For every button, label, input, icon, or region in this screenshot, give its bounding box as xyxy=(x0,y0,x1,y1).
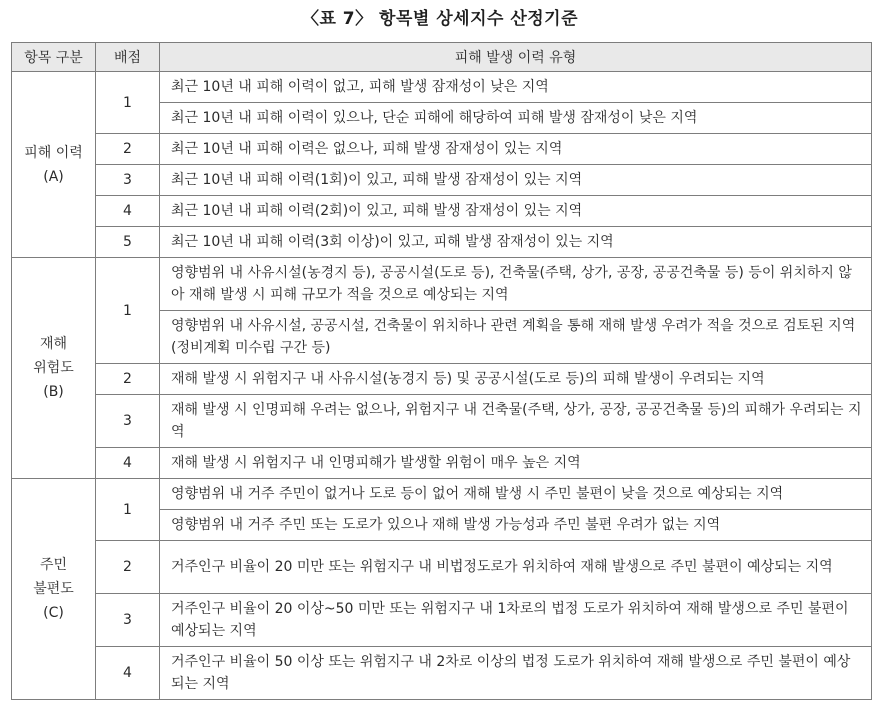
score-cell: 4 xyxy=(96,448,160,479)
score-cell: 1 xyxy=(96,479,160,541)
score-cell: 3 xyxy=(96,165,160,196)
score-cell: 3 xyxy=(96,395,160,448)
description-cell: 거주인구 비율이 20 미만 또는 위험지구 내 비법정도로가 위치하여 재해 발생으로 주민 불편이 예상되는 지역 xyxy=(160,541,872,594)
description-cell: 최근 10년 내 피해 이력이 있으나, 단순 피해에 해당하여 피해 발생 잠재성이 낮은 지역 xyxy=(160,103,872,134)
score-cell: 5 xyxy=(96,227,160,258)
category-damage-history xyxy=(12,72,96,258)
category-code: (B) xyxy=(43,384,64,400)
table-row xyxy=(12,134,872,165)
category-code: (C) xyxy=(43,605,64,621)
category-resident-inconvenience xyxy=(12,479,96,700)
score-cell: 4 xyxy=(96,196,160,227)
header-category: 항목 구분 xyxy=(12,43,96,72)
table-row xyxy=(12,72,872,103)
score-cell: 2 xyxy=(96,364,160,395)
table-row xyxy=(12,479,872,510)
description-cell: 최근 10년 내 피해 이력(3회 이상)이 있고, 피해 발생 잠재성이 있는 지역 xyxy=(160,227,872,258)
score-cell: 1 xyxy=(96,72,160,134)
table-row xyxy=(12,541,872,594)
description-cell: 영향범위 내 거주 주민이 없거나 도로 등이 없어 재해 발생 시 주민 불편이 낮을 것으로 예상되는 지역 xyxy=(160,479,872,510)
description-cell: 최근 10년 내 피해 이력(1회)이 있고, 피해 발생 잠재성이 있는 지역 xyxy=(160,165,872,196)
category-name: 위험도 xyxy=(33,360,74,376)
description-cell: 최근 10년 내 피해 이력이 없고, 피해 발생 잠재성이 낮은 지역 xyxy=(160,72,872,103)
table-row xyxy=(12,165,872,196)
score-cell: 2 xyxy=(96,541,160,594)
description-cell: 영향범위 내 거주 주민 또는 도로가 있으나 재해 발생 가능성과 주민 불편 우려가 없는 지역 xyxy=(160,510,872,541)
score-cell: 4 xyxy=(96,647,160,700)
table-row xyxy=(12,258,872,311)
category-name: 주민 xyxy=(39,557,68,573)
category-name: 피해 이력 xyxy=(24,144,83,161)
description-cell: 최근 10년 내 피해 이력은 없으나, 피해 발생 잠재성이 있는 지역 xyxy=(160,134,872,165)
category-name: 재해 xyxy=(39,336,68,352)
description-cell: 영향범위 내 사유시설, 공공시설, 건축물이 위치하나 관련 계획을 통해 재해 발생 우려가 적을 것으로 검토된 지역(정비계획 미수립 구간 등) xyxy=(160,311,872,364)
category-code: (A) xyxy=(43,168,64,185)
scoring-criteria-table xyxy=(11,42,872,700)
description-cell: 재해 발생 시 위험지구 내 사유시설(농경지 등) 및 공공시설(도로 등)의 피해 발생이 우려되는 지역 xyxy=(160,364,872,395)
description-cell: 영향범위 내 사유시설(농경지 등), 공공시설(도로 등), 건축물(주택, 상가, 공장, 공공건축물 등) 등이 위치하지 않아 재해 발생 시 피해 규모가 적을 것으로 예상되는 지역 xyxy=(160,258,872,311)
description-cell: 거주인구 비율이 50 이상 또는 위험지구 내 2차로 이상의 법정 도로가 위치하여 재해 발생으로 주민 불편이 예상되는 지역 xyxy=(160,647,872,700)
table-row xyxy=(12,196,872,227)
score-cell: 1 xyxy=(96,258,160,364)
category-name: 불편도 xyxy=(33,581,74,597)
table-row xyxy=(12,395,872,448)
header-row xyxy=(12,43,872,72)
table-row xyxy=(12,594,872,647)
description-cell: 최근 10년 내 피해 이력(2회)이 있고, 피해 발생 잠재성이 있는 지역 xyxy=(160,196,872,227)
table-row xyxy=(12,364,872,395)
description-cell: 재해 발생 시 인명피해 우려는 없으나, 위험지구 내 건축물(주택, 상가, 공장, 공공건축물 등)의 피해가 우려되는 지역 xyxy=(160,395,872,448)
description-cell: 거주인구 비율이 20 이상~50 미만 또는 위험지구 내 1차로의 법정 도로가 위치하여 재해 발생으로 주민 불편이 예상되는 지역 xyxy=(160,594,872,647)
score-cell: 2 xyxy=(96,134,160,165)
description-cell: 재해 발생 시 위험지구 내 인명피해가 발생할 위험이 매우 높은 지역 xyxy=(160,448,872,479)
table-row xyxy=(12,227,872,258)
header-score: 배점 xyxy=(96,43,160,72)
category-disaster-risk xyxy=(12,258,96,479)
table-row xyxy=(12,647,872,700)
header-history: 피해 발생 이력 유형 xyxy=(160,43,872,72)
score-cell: 3 xyxy=(96,594,160,647)
table-row xyxy=(12,448,872,479)
table-title: 〈표 7〉 항목별 상세지수 산정기준 xyxy=(301,9,579,29)
